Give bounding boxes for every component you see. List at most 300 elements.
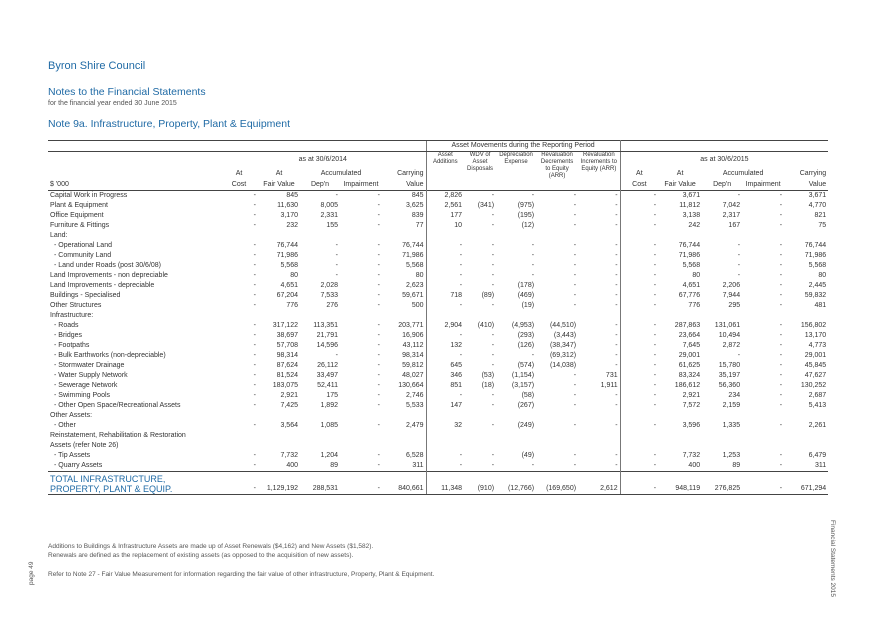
table-cell: 89 [732,462,741,469]
table-cell: 242 [688,222,701,229]
table-row [48,201,828,211]
table-cell: 47,627 [804,372,827,379]
table-cell: 295 [728,302,741,309]
row-label: Assets (refer Note 26) [50,442,119,449]
table-cell: 81,524 [276,372,298,379]
table-cell: - [377,352,380,359]
table-cell: - [779,362,783,369]
row-label: - Swimming Pools [54,392,111,399]
table-cell: 80 [818,272,827,279]
table-cell: 29,001 [804,352,827,359]
ippe-table [48,140,828,495]
col-additions-header: Asset Additions [426,152,464,191]
table-row [48,191,828,202]
table-cell: - [653,252,657,259]
table-cell: - [578,321,620,331]
table-cell: - [491,282,495,289]
row-label: Other Structures [50,302,102,309]
table-cell [784,231,828,241]
table-cell: - [653,222,657,229]
row-label: - Stormwater Drainage [54,362,125,369]
table-cell: - [573,222,577,229]
table-cell: - [335,272,338,279]
table-cell: - [377,262,380,269]
reporting-period: for the financial year ended 30 June 2015 [48,100,177,107]
table-cell: - [253,192,256,199]
table-cell: - [491,352,495,359]
total-cell: (910) [464,472,496,495]
table-cell: 29,001 [678,352,701,359]
table-cell: 186,612 [674,382,701,389]
table-cell: 175 [326,392,338,399]
table-cell: (89) [481,292,495,299]
table-cell: - [573,382,577,389]
table-cell [340,411,382,421]
table-cell: - [779,222,783,229]
table-cell: - [377,272,380,279]
table-cell [220,311,258,321]
group-2014-header: as at 30/6/2014 [298,156,347,163]
table-cell: 67,204 [276,292,298,299]
table-cell: - [653,382,657,389]
table-cell: 59,671 [402,292,424,299]
table-cell: 7,042 [722,202,741,209]
col-cost-header: Cost [620,180,658,191]
table-body [48,191,828,472]
table-cell [578,441,620,451]
table-cell: 311 [814,462,827,469]
table-cell: 311 [412,462,424,469]
total-cell: - [220,472,258,495]
table-cell: - [377,402,380,409]
table-cell [382,411,426,421]
table-row [48,311,828,321]
table-cell: 98,314 [402,352,424,359]
table-cell: 38,697 [276,332,298,339]
table-cell [784,431,828,441]
table-cell: (3,157) [511,382,535,389]
table-cell: (44,510) [549,322,577,329]
table-cell: - [737,252,741,259]
table-cell: 7,533 [320,292,338,299]
table-cell: 33,497 [316,372,338,379]
table-cell: - [426,461,464,472]
col-depreciation-header: Depreciation Expense [499,152,533,165]
table-cell: - [426,251,464,261]
table-cell: (469) [517,292,535,299]
table-cell: - [377,342,380,349]
table-cell: - [653,262,657,269]
table-cell: 10,494 [718,332,741,339]
col-at-header: At [275,170,283,177]
table-cell: - [253,402,256,409]
table-cell: - [253,322,256,329]
table-cell: - [253,462,256,469]
table-cell: 13,170 [804,332,827,339]
table-row [48,231,828,241]
row-label: - Roads [54,322,79,329]
row-label: Capital Work in Progress [50,192,128,199]
total-cell: 11,348 [426,472,464,495]
table-cell: - [253,272,256,279]
col-depn-header: Dep'n [702,180,742,191]
table-cell: (18) [481,382,495,389]
total-cell: 948,119 [658,472,702,495]
table-cell [464,411,496,421]
table-cell: (341) [477,202,495,209]
total-cell: 276,825 [702,472,742,495]
table-cell: 26,112 [317,362,338,369]
table-cell: - [491,302,495,309]
table-cell [426,411,464,421]
table-cell: 718 [426,291,464,301]
table-cell: - [253,262,256,269]
table-cell: - [779,382,783,389]
table-cell: - [779,352,783,359]
table-cell [496,441,536,451]
table-cell: 7,572 [682,402,701,409]
table-cell: - [653,402,657,409]
table-cell [784,441,828,451]
table-cell: 287,863 [674,322,701,329]
table-cell [496,431,536,441]
table-cell: 2,687 [808,392,827,399]
table-cell: (126) [517,342,535,349]
table-cell [620,441,658,451]
table-cell: - [578,281,620,291]
table-cell: 98,314 [276,352,298,359]
table-cell: - [779,372,783,379]
table-cell: - [377,422,380,429]
side-running-title: Financial Statements 2015 [829,520,836,597]
table-row [48,271,828,281]
col-fair-value-header: Fair Value [258,180,300,191]
table-cell: - [531,462,535,469]
table-cell: 7,645 [682,342,701,349]
table-cell [620,311,658,321]
table-row [48,341,828,351]
table-cell: 4,651 [280,282,298,289]
table-row [48,321,828,331]
table-cell: 5,568 [280,262,298,269]
table-cell: 147 [426,401,464,411]
table-cell: - [573,282,577,289]
table-cell [620,431,658,441]
table-cell: - [531,252,535,259]
row-label: - Community Land [54,252,112,259]
table-cell: - [653,282,657,289]
footnote-additions: Additions to Buildings & Infrastructure Assets are made up of Asset Renewals ($4,162) and New Assets ($1,582). [48,543,374,550]
table-cell: 89 [330,462,338,469]
table-cell [578,431,620,441]
table-cell: 21,791 [316,332,338,339]
table-cell: - [426,281,464,291]
table-cell: - [253,342,256,349]
table-cell: - [573,452,577,459]
table-cell [464,441,496,451]
total-cell: 2,612 [578,472,620,495]
table-cell: 1,892 [320,402,338,409]
table-cell [464,431,496,441]
table-cell: - [491,222,495,229]
table-cell [464,231,496,241]
table-cell: 851 [426,381,464,391]
table-cell [300,431,340,441]
table-cell [742,431,784,441]
table-cell: 2,921 [682,392,701,399]
table-cell: - [377,332,380,339]
table-row [48,331,828,341]
table-cell: - [737,352,741,359]
table-cell: - [779,192,783,199]
table-cell [382,431,426,441]
table-cell: 61,625 [678,362,701,369]
table-cell: - [737,242,741,249]
table-cell: - [335,242,338,249]
table-row [48,361,828,371]
row-label: Buildings - Specialised [50,292,121,299]
table-cell: 2,317 [722,212,741,219]
row-label: Office Equipment [50,212,104,219]
table-row [48,381,828,391]
table-cell: 1,204 [320,452,338,459]
table-cell [258,411,300,421]
table-cell [742,441,784,451]
table-cell [258,311,300,321]
table-cell: 156,802 [800,322,827,329]
table-cell: 8,005 [320,202,338,209]
table-cell: 23,664 [678,332,701,339]
table-cell [742,231,784,241]
table-cell: 35,197 [718,372,741,379]
table-cell: 7,732 [280,452,298,459]
table-cell: - [573,242,577,249]
footnote-fair-value: Refer to Note 27 - Fair Value Measurement for information regarding the fair value of other infrastructure, Property, Plant & Equipment. [48,571,435,578]
table-cell: - [426,391,464,401]
total-cell: 1,129,192 [258,472,300,495]
table-cell: 7,944 [722,292,741,299]
table-cell: 232 [286,222,298,229]
table-cell: - [491,212,495,219]
table-cell: 71,986 [678,252,701,259]
table-cell: 400 [688,462,701,469]
table-cell [658,431,702,441]
table-cell: (267) [517,402,535,409]
table-cell: - [531,352,535,359]
total-row [48,472,828,495]
table-cell: 57,708 [276,342,298,349]
table-cell: - [653,272,657,279]
table-cell: (4,953) [511,322,535,329]
col-value-header: Value [382,180,426,191]
table-cell [536,411,578,421]
total-label-line-2: PROPERTY, PLANT & EQUIP. [50,484,173,494]
table-cell: - [426,301,464,311]
table-cell: - [377,282,380,289]
col-reval-dec-header: Revaluation Decrements to Equity (ARR) [540,152,574,179]
table-cell: - [578,201,620,211]
table-cell: 5,568 [808,262,827,269]
table-cell: - [737,272,741,279]
table-cell: 80 [692,272,701,279]
table-cell: 2,904 [426,321,464,331]
table-cell: (410) [477,322,495,329]
col-value-header: Value [784,180,828,191]
table-cell: - [578,291,620,301]
table-cell: - [653,392,657,399]
table-cell: 776 [286,302,298,309]
table-cell [300,231,340,241]
table-cell: (3,443) [553,332,577,339]
table-cell [426,311,464,321]
table-cell [620,231,658,241]
table-cell: - [653,342,657,349]
table-cell: 845 [411,192,424,199]
table-cell: 2,746 [406,392,424,399]
table-cell: 203,771 [398,322,424,329]
col-depn-header: Dep'n [300,180,340,191]
table-cell [340,311,382,321]
table-cell: - [779,392,783,399]
table-cell: 59,812 [402,362,424,369]
table-cell [784,311,828,321]
row-label: Reinstatement, Rehabilitation & Restoration [50,432,186,439]
col-accumulated-header: Accumulated [320,170,362,177]
table-cell [578,311,620,321]
table-cell: - [426,331,464,341]
table-cell: (53) [481,372,495,379]
table-cell: 2,028 [320,282,338,289]
table-cell: 845 [286,192,298,199]
table-cell: - [377,362,380,369]
table-cell: - [573,462,577,469]
total-cell: - [742,472,784,495]
table-cell: (14,038) [549,362,577,369]
col-carrying-header: Carrying [799,170,827,177]
table-row [48,251,828,261]
table-row [48,421,828,431]
table-cell: 7,732 [682,452,701,459]
table-cell: 276 [326,302,338,309]
table-cell: - [377,292,380,299]
table-cell: - [779,282,783,289]
table-cell [426,441,464,451]
table-cell: 76,744 [678,242,701,249]
table-cell: (195) [517,212,535,219]
table-cell: - [578,351,620,361]
table-cell: - [779,402,783,409]
table-cell: 2,826 [426,191,464,202]
table-cell: - [491,272,495,279]
row-label: - Other Open Space/Recreational Assets [54,402,181,409]
table-row [48,221,828,231]
group-2015-header: as at 30/6/2015 [700,156,749,163]
table-row [48,301,828,311]
footnote-renewals: Renewals are defined as the replacement of existing assets (as opposed to the acquisition of new assets). [48,552,354,559]
col-disposals-header: WDV of Asset Disposals [467,152,494,172]
table-cell: 481 [814,302,827,309]
table-cell: 87,624 [276,362,298,369]
table-cell: - [253,422,256,429]
table-cell: 76,744 [804,242,827,249]
table-cell: 76,744 [402,242,424,249]
table-cell: 167 [728,222,741,229]
table-cell: (574) [517,362,535,369]
table-cell: 76,744 [276,242,298,249]
row-label: - Other [54,422,76,429]
row-label: - Operational Land [54,242,112,249]
table-cell: 56,360 [718,382,741,389]
table-cell: 130,252 [800,382,827,389]
table-cell [496,231,536,241]
table-cell: - [573,202,577,209]
table-cell: 4,773 [808,342,827,349]
table-row [48,401,828,411]
table-cell: - [491,362,495,369]
table-cell: - [377,222,380,229]
table-cell: 2,445 [808,282,827,289]
table-cell: - [253,352,256,359]
table-cell: - [578,221,620,231]
table-cell: 15,780 [718,362,741,369]
col-at-header: At [676,170,684,177]
row-label: Plant & Equipment [50,202,108,209]
table-cell: - [737,192,741,199]
table-cell: - [653,452,657,459]
table-cell: 80 [415,272,424,279]
table-cell: - [426,241,464,251]
table-cell: - [377,212,380,219]
table-cell: - [491,242,495,249]
table-cell [258,431,300,441]
table-cell: - [578,341,620,351]
table-cell: - [491,452,495,459]
table-cell: (975) [517,202,535,209]
table-cell: 6,528 [406,452,424,459]
row-label: - Quarry Assets [54,462,103,469]
table-cell: (38,347) [549,342,577,349]
table-cell: 776 [688,302,701,309]
table-cell [620,411,658,421]
table-cell: (69,312) [549,352,577,359]
table-cell: - [573,372,577,379]
table-cell: 3,138 [682,212,701,219]
table-cell [536,431,578,441]
table-cell: 3,596 [682,422,701,429]
table-cell: 155 [326,222,338,229]
table-cell: 2,206 [722,282,741,289]
table-cell: - [737,262,741,269]
table-row [48,281,828,291]
table-cell: 2,921 [280,392,298,399]
table-cell: 71,986 [402,252,424,259]
col-reval-inc-header: Revaluation Increments to Equity (ARR) [578,152,620,191]
table-cell: - [653,192,657,199]
table-cell: 183,075 [272,382,298,389]
table-cell: - [653,302,657,309]
table-row [48,241,828,251]
header-spacer [48,141,220,152]
table-cell: - [531,242,535,249]
table-cell [340,431,382,441]
table-cell: - [491,342,495,349]
row-label: - Tip Assets [54,452,91,459]
row-label: Land Improvements - non depreciable [50,272,168,279]
table-cell [426,431,464,441]
table-cell: 5,568 [406,262,424,269]
table-cell [258,231,300,241]
table-cell [658,231,702,241]
